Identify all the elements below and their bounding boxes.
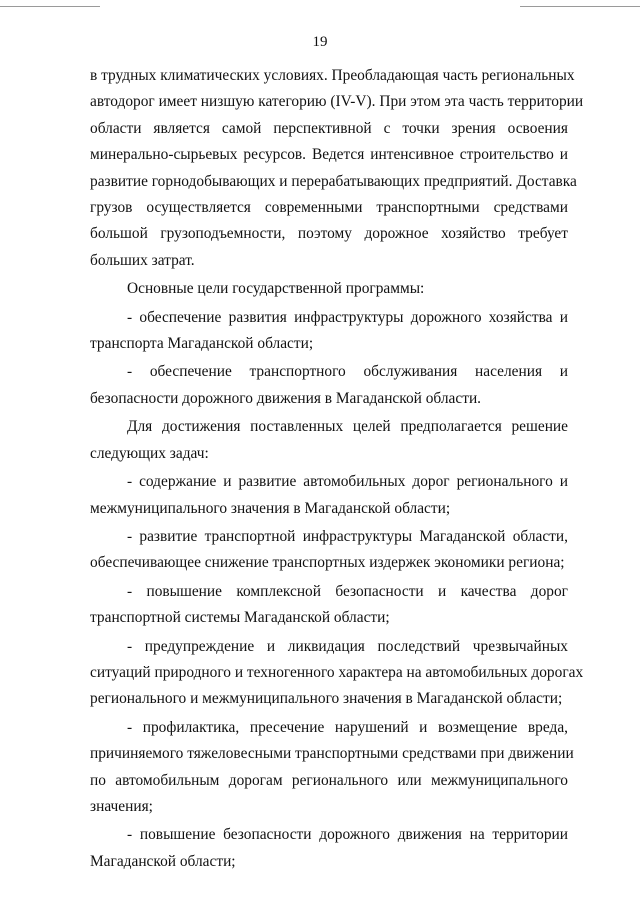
text-line: Основные цели государственной программы: (127, 280, 425, 298)
text-line: развитие горнодобывающих и перерабатывающих предприятий. Доставка (90, 172, 577, 190)
text-line: по автомобильным дорогам регионального или межмуниципального (90, 771, 568, 789)
text-line: - развитие транспортной инфраструктуры Магаданской области, (127, 527, 568, 545)
text-line: следующих задач: (90, 444, 209, 462)
text-line: - обеспечение транспортного обслуживания населения и (127, 363, 568, 381)
paragraph-1 (90, 63, 584, 274)
text-line: автодорог имеет низшую категорию (IV-V). При этом эта часть территории (90, 93, 584, 111)
text-line: Для достижения поставленных целей предполагается решение (127, 418, 568, 436)
text-line: обеспечивающее снижение транспортных издержек экономики региона; (90, 554, 565, 572)
text-line: - повышение комплексной безопасности и качества дорог (127, 582, 568, 600)
text-line: - повышение безопасности дорожного движения на территории (127, 826, 568, 844)
text-line: регионального и межмуниципального значения в Магаданской области; (90, 690, 563, 708)
text-line: в трудных климатических условиях. Преобладающая часть региональных (90, 67, 575, 84)
text-line: - содержание и развитие автомобильных дорог регионального и (127, 473, 568, 491)
text-line: ситуаций природного и техногенного характера на автомобильных дорогах (90, 663, 584, 681)
text-line: межмуниципального значения в Магаданской области; (90, 499, 451, 517)
text-line: минерально-сырьевых ресурсов. Ведется интенсивное строительство и (90, 146, 568, 164)
list-item-1 (90, 305, 568, 358)
text-line: - обеспечение развития инфраструктуры дорожного хозяйства и (127, 308, 568, 326)
text-line: значения; (90, 797, 153, 815)
text-line: грузов осуществляется современными транспортными средствами (90, 199, 568, 217)
text-line: транспортной системы Магаданской области; (90, 609, 390, 627)
text-line: - профилактика, пресечение нарушений и возмещение вреда, (127, 718, 568, 736)
text-line: больших затрат. (90, 251, 195, 269)
list-item-7 (90, 715, 574, 821)
text-line: - предупреждение и ликвидация последствий чрезвычайных (127, 637, 568, 655)
list-item-4 (90, 524, 568, 577)
list-item-5 (90, 579, 568, 632)
paragraph-2 (90, 276, 568, 302)
list-item-2 (90, 359, 568, 412)
list-item-6 (90, 634, 584, 713)
scan-edge-right (520, 6, 640, 7)
text-line: Магаданской области; (90, 852, 236, 870)
list-item-8 (90, 822, 568, 875)
text-line: большой грузоподъемности, поэтому дорожное хозяйство требует (90, 225, 568, 243)
text-line: причиняемого тяжеловесными транспортными средствами при движении (90, 745, 574, 763)
body-text (90, 63, 584, 875)
text-line: транспорта Магаданской области; (90, 335, 314, 353)
page-number: 19 (312, 34, 328, 50)
paragraph-3 (90, 414, 568, 467)
scan-edge-left (0, 6, 100, 7)
text-line: безопасности дорожного движения в Магаданской области. (90, 389, 482, 407)
list-item-3 (90, 469, 568, 522)
text-line: области является самой перспективной с точки зрения освоения (90, 119, 568, 137)
